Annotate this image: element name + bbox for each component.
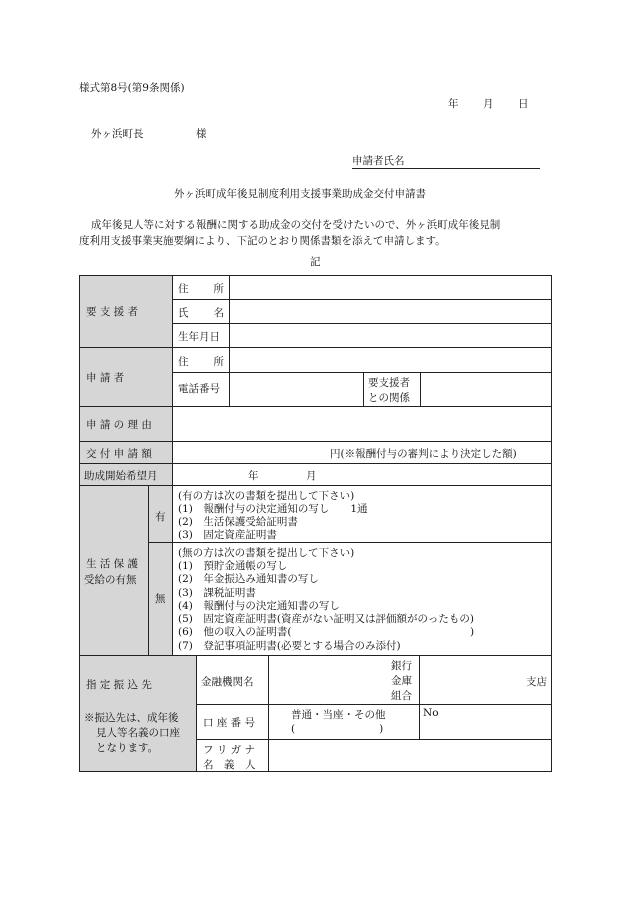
amount-label: 交 付 申 請 額 — [86, 448, 152, 460]
account-type-other: ( ) — [291, 723, 384, 735]
reason-label: 申 請 の 理 由 — [86, 419, 152, 431]
welfare-label-2: 受給の有無 — [84, 574, 137, 586]
body-line-2: 度利用支援事業実施要綱により、下記のとおり関係書類を添えて申請します。 — [79, 235, 446, 247]
applicant-label: 申 請 者 — [86, 372, 125, 384]
supported-birthdate-label: 生年月日 — [178, 331, 220, 343]
ki-marker: 記 — [310, 256, 321, 268]
supported-address-label: 住 所 — [178, 283, 224, 295]
welfare-no-line: (3) 課税証明書 — [178, 587, 256, 599]
welfare-no-line: (7) 登記事項証明書(必要とする場合のみ添付) — [178, 640, 401, 652]
date-month: 月 — [483, 98, 494, 110]
welfare-yes-line: (3) 固定資産証明書 — [178, 529, 277, 541]
welfare-no-line: (1) 預貯金通帳の写し — [178, 560, 288, 572]
account-no-label: No — [423, 707, 439, 719]
welfare-yes-line: (有の方は次の書類を提出して下さい) — [178, 490, 355, 502]
welfare-yes-label: 有 — [155, 511, 166, 523]
welfare-no-line: (2) 年金振込み通知書の写し — [178, 573, 319, 585]
bank-label: 指 定 振 込 先 — [86, 679, 152, 691]
bank-note-3: となります。 — [96, 742, 159, 754]
welfare-no-line: (6) 他の収入の証明書( ) — [178, 626, 475, 638]
bank-type-union: 組合 — [391, 690, 412, 702]
document-title: 外ヶ浜町成年後見制度利用支援事業助成金交付申請書 — [174, 188, 426, 200]
applicant-address-label: 住 所 — [178, 356, 224, 368]
furigana-label: フ リ ガ ナ — [203, 744, 256, 756]
bank-type-shinkin: 金庫 — [391, 675, 412, 687]
welfare-no-line: (4) 報酬付与の決定通知書の写し — [178, 600, 340, 612]
addressee-mayor: 外ヶ浜町長 — [91, 128, 144, 140]
branch-label: 支店 — [526, 676, 547, 688]
date-year: 年 — [448, 98, 459, 110]
start-month-label: 助成開始希望月 — [84, 470, 158, 482]
form-number: 様式第8号(第9条関係) — [79, 82, 185, 94]
bank-note-1: ※振込先は、成年後 — [84, 712, 179, 724]
welfare-yes-line: (2) 生活保護受給証明書 — [178, 516, 298, 528]
bank-type-bank: 銀行 — [391, 660, 412, 672]
date-day: 日 — [518, 98, 529, 110]
amount-note: 円(※報酬付与の審判により決定した額) — [330, 448, 517, 460]
relation-label-2: との関係 — [368, 392, 410, 404]
body-line-1: 成年後見人等に対する報酬に関する助成金の交付を受けたいので、外ヶ浜町成年後見制 — [91, 219, 501, 231]
welfare-no-line: (無の方は次の書類を提出して下さい) — [178, 547, 355, 559]
welfare-label-1: 生 活 保 護 — [86, 558, 139, 570]
supported-name-label: 氏 名 — [178, 307, 224, 319]
applicant-phone-label: 電話番号 — [178, 383, 220, 395]
welfare-no-line: (5) 固定資産証明書(資産がない証明又は評価額がのったもの) — [178, 613, 474, 625]
addressee-honorific: 様 — [196, 128, 207, 140]
signature-line — [352, 168, 540, 169]
relation-label-1: 要支援者 — [368, 377, 410, 389]
account-types: 普通・当座・その他 — [291, 709, 386, 721]
account-holder-label: 名 義 人 — [203, 759, 256, 771]
start-month-month: 月 — [306, 470, 317, 482]
supported-person-label: 要 支 援 者 — [86, 306, 139, 318]
welfare-yes-line: (1) 報酬付与の決定通知の写し 1通 — [178, 503, 368, 515]
welfare-no-label: 無 — [155, 593, 166, 605]
start-month-year: 年 — [248, 470, 259, 482]
applicant-name-label: 申請者氏名 — [352, 155, 405, 167]
institution-label: 金融機関名 — [201, 676, 254, 688]
bank-note-2: 見人等名義の口座 — [96, 727, 180, 739]
account-number-label: 口 座 番 号 — [203, 717, 256, 729]
